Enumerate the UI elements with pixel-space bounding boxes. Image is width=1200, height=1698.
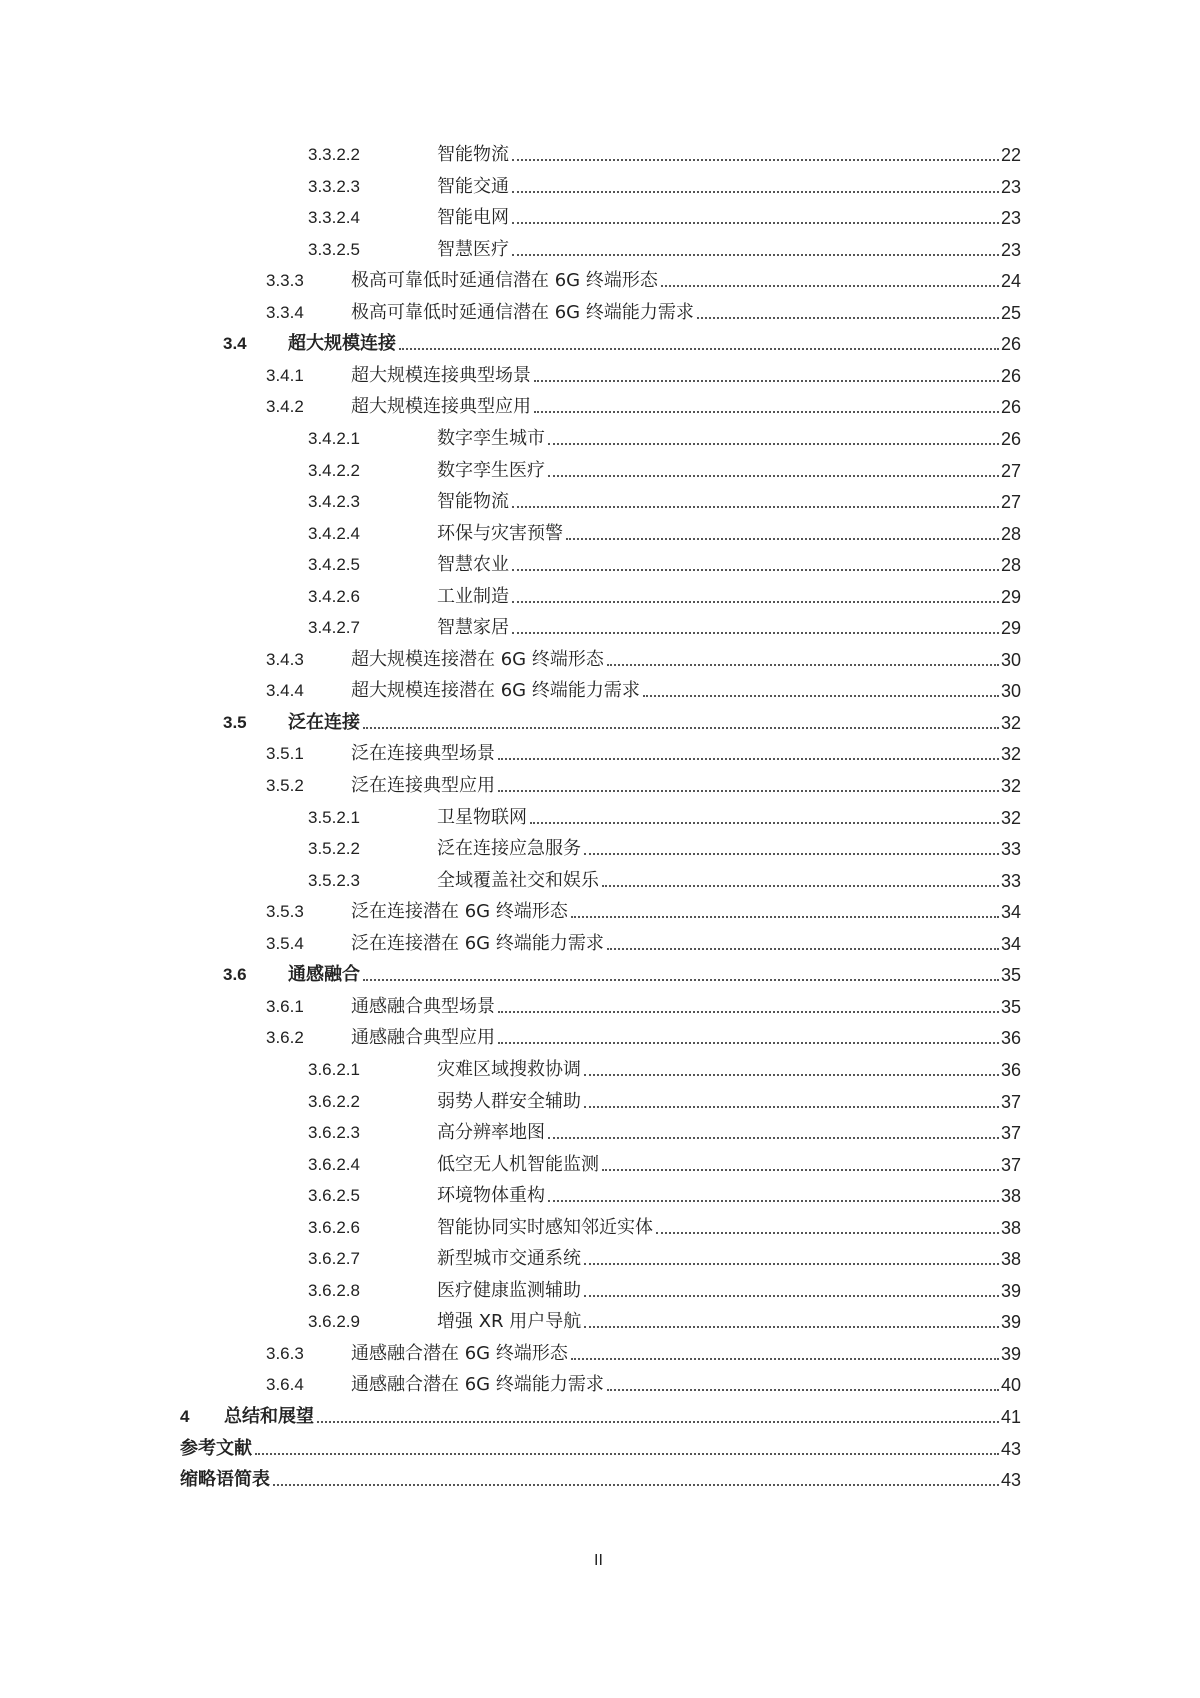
toc-entry[interactable] xyxy=(0,676,1021,706)
toc-entry-page: 26 xyxy=(1000,365,1021,386)
toc-entry-number: 3.6.3 xyxy=(266,1343,304,1363)
toc-entry-title: 总结和展望 xyxy=(224,1406,314,1427)
toc-entry-title: 工业制造 xyxy=(437,585,509,607)
toc-entry-number: 3.5.1 xyxy=(266,744,304,764)
dot-leader xyxy=(584,853,999,855)
toc-entry[interactable] xyxy=(0,392,1021,422)
toc-entry-title: 环境物体重构 xyxy=(437,1185,545,1207)
dot-leader xyxy=(661,285,999,287)
toc-entry-page: 38 xyxy=(1000,1217,1021,1238)
dot-leader xyxy=(512,632,999,634)
toc-entry-page: 33 xyxy=(1000,870,1021,891)
toc-entry-page: 40 xyxy=(1000,1375,1021,1396)
toc-entry-number: 3.6.2.8 xyxy=(308,1280,360,1300)
toc-entry-page: 24 xyxy=(1000,271,1021,292)
dot-leader xyxy=(656,1232,999,1234)
toc-entry-title: 超大规模连接潜在 6G 终端形态 xyxy=(351,648,604,670)
toc-entry-title: 环保与灾害预警 xyxy=(437,522,563,544)
toc-entry[interactable] xyxy=(0,1402,1021,1432)
toc-entry[interactable] xyxy=(0,897,1021,927)
toc-entry-number: 3.3.2.4 xyxy=(308,208,360,228)
toc-entry-page: 39 xyxy=(1000,1343,1021,1364)
toc-entry-page: 36 xyxy=(1000,1059,1021,1080)
toc-entry[interactable] xyxy=(0,1370,1021,1400)
toc-entry-page: 37 xyxy=(1000,1123,1021,1144)
dot-leader xyxy=(584,1295,999,1297)
toc-entry-title: 智慧医疗 xyxy=(437,238,509,260)
toc-entry[interactable] xyxy=(0,550,1021,580)
toc-entry-number: 3.6.2.1 xyxy=(308,1059,360,1079)
dot-leader xyxy=(584,1106,999,1108)
toc-entry-page: 37 xyxy=(1000,1154,1021,1175)
dot-leader xyxy=(363,727,999,729)
toc-entry-number: 3.3.2.2 xyxy=(308,145,360,164)
toc-entry-page: 32 xyxy=(1000,712,1021,733)
toc-entry-page: 32 xyxy=(1000,744,1021,765)
toc-entry-number: 3.4.3 xyxy=(266,649,304,669)
toc-entry[interactable] xyxy=(0,487,1021,517)
toc-entry-page: 29 xyxy=(1000,618,1021,639)
toc-entry-title: 泛在连接 xyxy=(288,711,360,733)
dot-leader xyxy=(697,317,999,319)
dot-leader xyxy=(498,1011,999,1013)
toc-entry-number: 3.4.2.6 xyxy=(308,586,360,606)
dot-leader xyxy=(512,601,999,603)
toc-entry-title: 参考文献 xyxy=(180,1437,252,1459)
toc-entry-title: 超大规模连接典型应用 xyxy=(351,396,531,418)
toc-entry-page: 37 xyxy=(1000,1091,1021,1112)
toc-entry[interactable] xyxy=(0,834,1021,864)
toc-entry[interactable] xyxy=(0,361,1021,391)
toc-entry[interactable] xyxy=(0,708,1021,738)
toc-entry[interactable] xyxy=(0,613,1021,643)
dot-leader xyxy=(512,506,999,508)
toc-entry[interactable] xyxy=(0,1023,1021,1053)
toc-entry-number: 3.6.1 xyxy=(266,996,304,1016)
toc-entry-page: 32 xyxy=(1000,807,1021,828)
toc-entry-title: 智能物流 xyxy=(437,144,509,165)
toc-entry[interactable] xyxy=(0,235,1021,265)
toc-entry[interactable] xyxy=(0,172,1021,202)
toc-entry-number: 3.6 xyxy=(223,965,247,985)
toc-entry[interactable] xyxy=(0,1055,1021,1085)
toc-entry-page: 43 xyxy=(1000,1438,1021,1459)
toc-entry[interactable] xyxy=(0,1307,1021,1337)
toc-entry-page: 23 xyxy=(1000,176,1021,197)
toc-entry-page: 36 xyxy=(1000,1028,1021,1049)
dot-leader xyxy=(584,1263,999,1265)
toc-entry[interactable] xyxy=(0,456,1021,486)
toc-entry-page: 23 xyxy=(1000,208,1021,229)
dot-leader xyxy=(584,1074,999,1076)
toc-entry[interactable] xyxy=(0,582,1021,612)
toc-entry-page: 41 xyxy=(1000,1407,1021,1427)
toc-entry-page: 39 xyxy=(1000,1312,1021,1333)
toc-entry[interactable] xyxy=(0,1434,1021,1464)
toc-entry-page: 34 xyxy=(1000,902,1021,923)
toc-entry-number: 3.4.4 xyxy=(266,681,304,701)
toc-entry-title: 缩略语简表 xyxy=(180,1469,270,1491)
toc-entry-page: 27 xyxy=(1000,460,1021,481)
toc-entry-number: 3.3.2.5 xyxy=(308,239,360,259)
toc-entry-page: 35 xyxy=(1000,996,1021,1017)
toc-entry-title: 卫星物联网 xyxy=(437,806,527,828)
toc-entry-page: 38 xyxy=(1000,1249,1021,1270)
dot-leader xyxy=(255,1453,999,1455)
toc-entry-number: 3.5.2 xyxy=(266,776,304,795)
toc-entry[interactable] xyxy=(0,298,1021,328)
dot-leader xyxy=(534,411,999,413)
dot-leader xyxy=(548,1137,999,1139)
toc-entry-number: 3.5 xyxy=(223,712,247,732)
toc-entry[interactable] xyxy=(0,866,1021,896)
toc-entry-title: 高分辨率地图 xyxy=(437,1122,545,1144)
toc-entry-title: 超大规模连接 xyxy=(288,333,396,355)
toc-entry-title: 极高可靠低时延通信潜在 6G 终端能力需求 xyxy=(351,301,694,323)
toc-entry[interactable] xyxy=(0,771,1021,801)
toc-entry-title: 通感融合潜在 6G 终端形态 xyxy=(351,1342,568,1364)
dot-leader xyxy=(512,191,999,193)
toc-entry-title: 全域覆盖社交和娱乐 xyxy=(437,869,599,891)
toc-entry-number: 3.5.3 xyxy=(266,902,304,922)
toc-entry-title: 医疗健康监测辅助 xyxy=(437,1279,581,1301)
toc-entry[interactable] xyxy=(0,1118,1021,1148)
dot-leader xyxy=(548,475,999,477)
toc-entry-page: 30 xyxy=(1000,681,1021,702)
toc-entry-title: 弱势人群安全辅助 xyxy=(437,1090,581,1112)
toc-entry[interactable] xyxy=(0,645,1021,675)
toc-entry-title: 智能物流 xyxy=(437,491,509,513)
toc-entry-number: 3.4.1 xyxy=(266,365,304,385)
toc-entry[interactable] xyxy=(0,1276,1021,1306)
toc-entry-number: 3.6.2.5 xyxy=(308,1186,360,1206)
toc-entry[interactable] xyxy=(0,140,1021,170)
toc-entry-page: 26 xyxy=(1000,334,1021,355)
toc-entry-page: 39 xyxy=(1000,1280,1021,1301)
toc-entry-title: 通感融合典型应用 xyxy=(351,1027,495,1049)
toc-entry-number: 3.5.2.3 xyxy=(308,870,360,890)
toc-entry-page: 25 xyxy=(1000,302,1021,323)
toc-entry[interactable] xyxy=(0,266,1021,296)
toc-entry-number: 3.4.2.5 xyxy=(308,555,360,575)
toc-entry-title: 智慧家居 xyxy=(437,617,509,639)
dot-leader xyxy=(512,159,999,161)
toc-entry-page: 26 xyxy=(1000,428,1021,449)
toc-entry[interactable] xyxy=(0,960,1021,990)
toc-entry-title: 超大规模连接潜在 6G 终端能力需求 xyxy=(351,680,640,702)
toc-entry-number: 3.4.2.1 xyxy=(308,428,360,448)
toc-entry-title: 灾难区域搜救协调 xyxy=(437,1058,581,1080)
toc-entry[interactable] xyxy=(0,803,1021,833)
dot-leader xyxy=(571,916,999,918)
dot-leader xyxy=(498,790,999,792)
toc-entry-number: 3.4.2.7 xyxy=(308,618,360,638)
toc-entry-number: 3.6.2.2 xyxy=(308,1091,360,1111)
toc-entry-page: 34 xyxy=(1000,933,1021,954)
dot-leader xyxy=(548,443,999,445)
toc-entry-number: 3.6.2.9 xyxy=(308,1312,360,1332)
toc-entry-title: 智能交通 xyxy=(437,175,509,197)
toc-entry-page: 33 xyxy=(1000,839,1021,860)
toc-entry[interactable] xyxy=(0,992,1021,1022)
toc-entry-title: 通感融合 xyxy=(288,964,360,986)
toc-entry-page: 28 xyxy=(1000,523,1021,544)
toc-entry-number: 4 xyxy=(180,1407,190,1426)
toc-entry-title: 泛在连接典型场景 xyxy=(351,743,495,765)
toc-entry-title: 智慧农业 xyxy=(437,554,509,576)
toc-entry[interactable] xyxy=(0,929,1021,959)
dot-leader xyxy=(607,948,999,950)
toc-entry-number: 3.6.4 xyxy=(266,1375,304,1395)
toc-entry-page: 29 xyxy=(1000,586,1021,607)
toc-entry-title: 通感融合典型场景 xyxy=(351,995,495,1017)
toc-entry-title: 泛在连接潜在 6G 终端形态 xyxy=(351,901,568,923)
toc-entry[interactable] xyxy=(0,203,1021,233)
toc-entry-number: 3.4.2.3 xyxy=(308,492,360,512)
toc-entry-number: 3.4 xyxy=(223,334,247,354)
toc-entry-number: 3.4.2.2 xyxy=(308,460,360,480)
dot-leader xyxy=(399,348,999,350)
toc-entry-title: 数字孪生城市 xyxy=(437,427,545,449)
dot-leader xyxy=(566,538,999,540)
dot-leader xyxy=(512,222,999,224)
toc-entry-page: 22 xyxy=(1000,145,1021,165)
toc-entry-page: 26 xyxy=(1000,397,1021,418)
toc-entry-number: 3.5.2.2 xyxy=(308,839,360,859)
toc-entry-number: 3.6.2.7 xyxy=(308,1249,360,1269)
toc-entry-title: 泛在连接应急服务 xyxy=(437,838,581,860)
dot-leader xyxy=(534,380,999,382)
toc-entry-number: 3.5.4 xyxy=(266,933,304,953)
dot-leader xyxy=(317,1421,999,1423)
dot-leader xyxy=(530,822,999,824)
toc-entry-page: 38 xyxy=(1000,1186,1021,1207)
toc-entry-number: 3.3.2.3 xyxy=(308,176,360,196)
toc-entry[interactable] xyxy=(0,329,1021,359)
toc-entry-title: 智能电网 xyxy=(437,207,509,229)
toc-entry-title: 超大规模连接典型场景 xyxy=(351,364,531,386)
toc-entry[interactable] xyxy=(0,1087,1021,1117)
toc-entry-page: 43 xyxy=(1000,1470,1021,1491)
toc-entry-page: 35 xyxy=(1000,965,1021,986)
toc-entry-title: 通感融合潜在 6G 终端能力需求 xyxy=(351,1374,604,1396)
toc-entry-title: 新型城市交通系统 xyxy=(437,1248,581,1270)
toc-entry[interactable] xyxy=(0,1339,1021,1369)
dot-leader xyxy=(512,254,999,256)
dot-leader xyxy=(643,695,999,697)
toc-entry-title: 增强 XR 用户导航 xyxy=(437,1311,582,1333)
page-number-footer: II xyxy=(594,1552,603,1569)
dot-leader xyxy=(363,979,999,981)
dot-leader xyxy=(498,758,999,760)
dot-leader xyxy=(584,1326,999,1328)
toc-entry-number: 3.3.4 xyxy=(266,302,304,322)
toc-entry-number: 3.6.2.6 xyxy=(308,1217,360,1237)
dot-leader xyxy=(607,664,999,666)
toc-entry[interactable] xyxy=(0,424,1021,454)
toc-entry[interactable] xyxy=(0,1465,1021,1495)
toc-entry-page: 30 xyxy=(1000,649,1021,670)
toc-entry-title: 泛在连接典型应用 xyxy=(351,775,495,796)
toc-entry-number: 3.4.2 xyxy=(266,397,304,417)
toc-entry-number: 3.4.2.4 xyxy=(308,523,360,543)
toc-entry[interactable] xyxy=(0,519,1021,549)
toc-entry[interactable] xyxy=(0,1181,1021,1211)
dot-leader xyxy=(273,1484,999,1486)
toc-entry-page: 32 xyxy=(1000,776,1021,796)
toc-entry-title: 低空无人机智能监测 xyxy=(437,1153,599,1175)
dot-leader xyxy=(607,1389,999,1391)
toc-entry-number: 3.5.2.1 xyxy=(308,807,360,827)
dot-leader xyxy=(498,1042,999,1044)
dot-leader xyxy=(602,1169,999,1171)
toc-entry-number: 3.6.2 xyxy=(266,1028,304,1048)
toc-entry-number: 3.6.2.3 xyxy=(308,1123,360,1143)
toc-entry-title: 泛在连接潜在 6G 终端能力需求 xyxy=(351,932,604,954)
toc-entry-number: 3.6.2.4 xyxy=(308,1154,360,1174)
toc-entry-title: 极高可靠低时延通信潜在 6G 终端形态 xyxy=(351,270,658,292)
toc-entry-page: 27 xyxy=(1000,492,1021,513)
dot-leader xyxy=(512,569,999,571)
dot-leader xyxy=(571,1358,999,1360)
toc-entry-title: 智能协同实时感知邻近实体 xyxy=(437,1216,653,1238)
toc-entry[interactable] xyxy=(0,1213,1021,1243)
toc-entry[interactable] xyxy=(0,1150,1021,1180)
toc-entry[interactable] xyxy=(0,739,1021,769)
toc-entry-number: 3.3.3 xyxy=(266,271,304,291)
toc-entry-title: 数字孪生医疗 xyxy=(437,459,545,481)
toc-entry[interactable] xyxy=(0,1244,1021,1274)
dot-leader xyxy=(548,1200,999,1202)
toc-entry-page: 28 xyxy=(1000,555,1021,576)
dot-leader xyxy=(602,885,999,887)
toc-entry-page: 23 xyxy=(1000,239,1021,260)
